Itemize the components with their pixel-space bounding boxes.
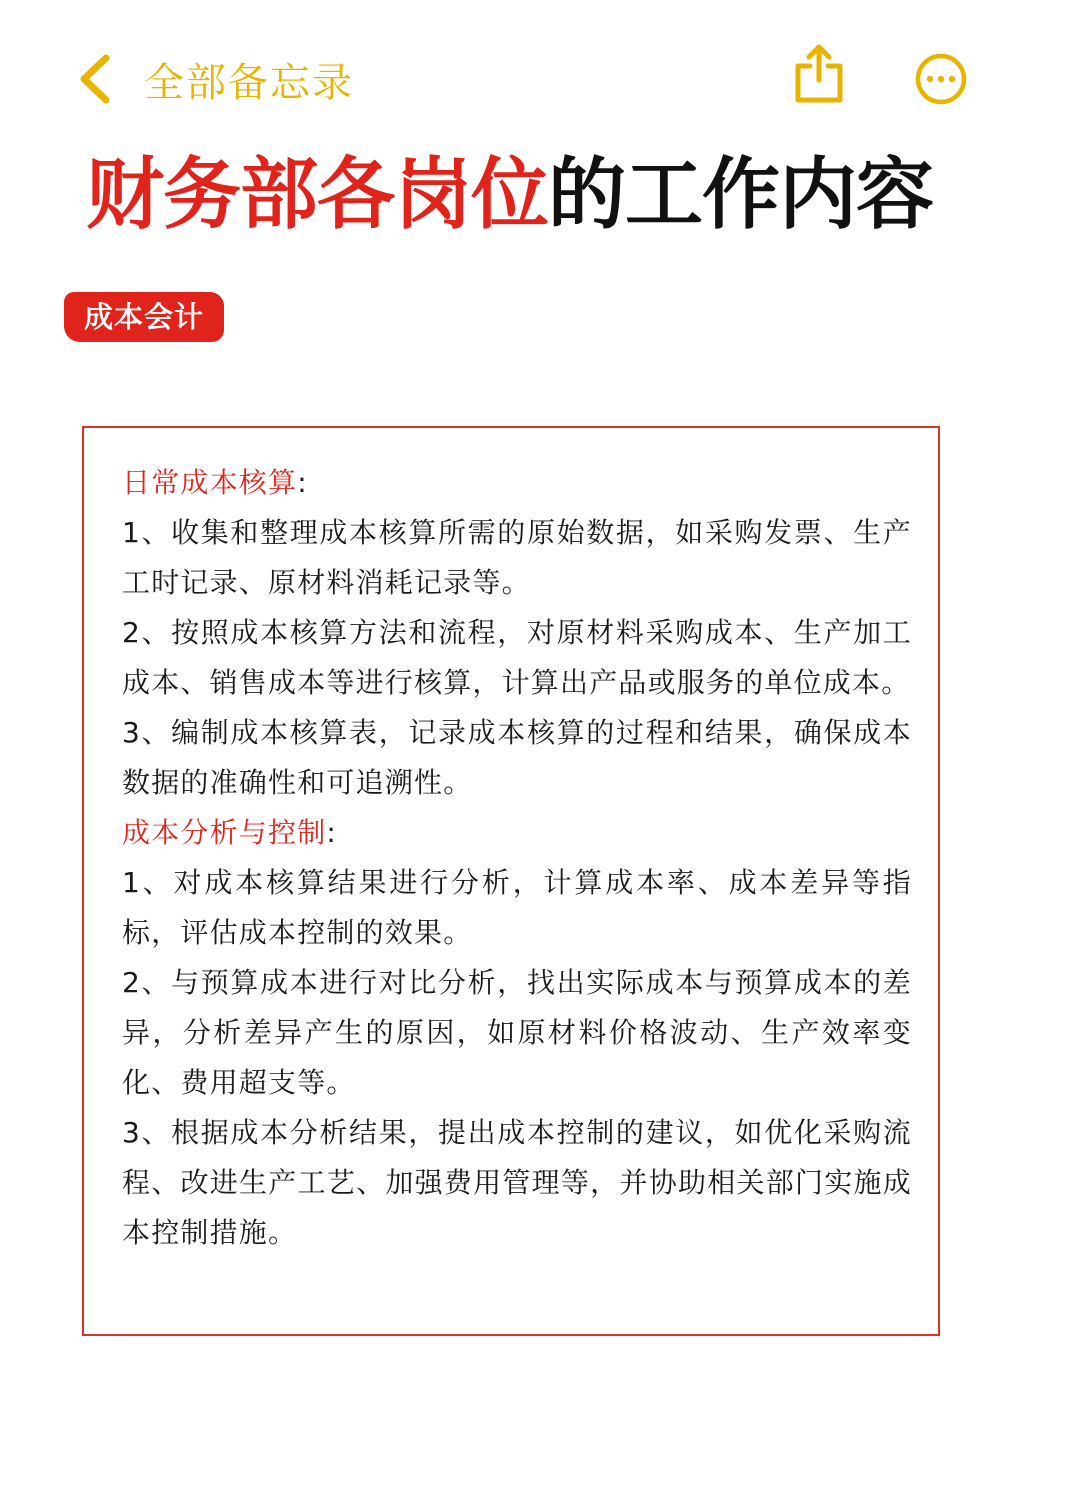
more-icon[interactable] [914,52,968,106]
top-navigation-bar [0,0,1080,150]
list-item: 1、对成本核算结果进行分析，计算成本率、成本差异等指标，评估成本控制的效果。 [122,866,912,949]
list-item: 1、收集和整理成本核算所需的原始数据，如采购发票、生产工时记录、原材料消耗记录等。 [122,516,912,599]
title-black-part: 的工作内容 [548,150,934,240]
note-content [122,458,912,1258]
list-item: 2、按照成本核算方法和流程，对原材料采购成本、生产加工成本、销售成本等进行核算，计算出产品或服务的单位成本。 [122,616,912,699]
page-title [86,150,1006,240]
chevron-left-icon [72,50,126,108]
share-icon[interactable] [792,42,846,106]
category-badge: 成本会计 [64,292,224,342]
list-item: 2、与预算成本进行对比分析，找出实际成本与预算成本的差异，分析差异产生的原因，如原材料价格波动、生产效率变化、费用超支等。 [122,966,912,1099]
list-item: 3、编制成本核算表，记录成本核算的过程和结果，确保成本数据的准确性和可追溯性。 [122,716,912,799]
back-label: 全部备忘录 [144,59,354,106]
content-card [82,426,940,1336]
list-item: 3、根据成本分析结果，提出成本控制的建议，如优化采购流程、改进生产工艺、加强费用管理等，并协助相关部门实施成本控制措施。 [122,1116,912,1249]
section-heading: 日常成本核算: [122,466,308,499]
back-button[interactable] [72,50,354,108]
title-red-part: 财务部各岗位 [86,150,549,240]
section-heading: 成本分析与控制: [122,816,338,849]
